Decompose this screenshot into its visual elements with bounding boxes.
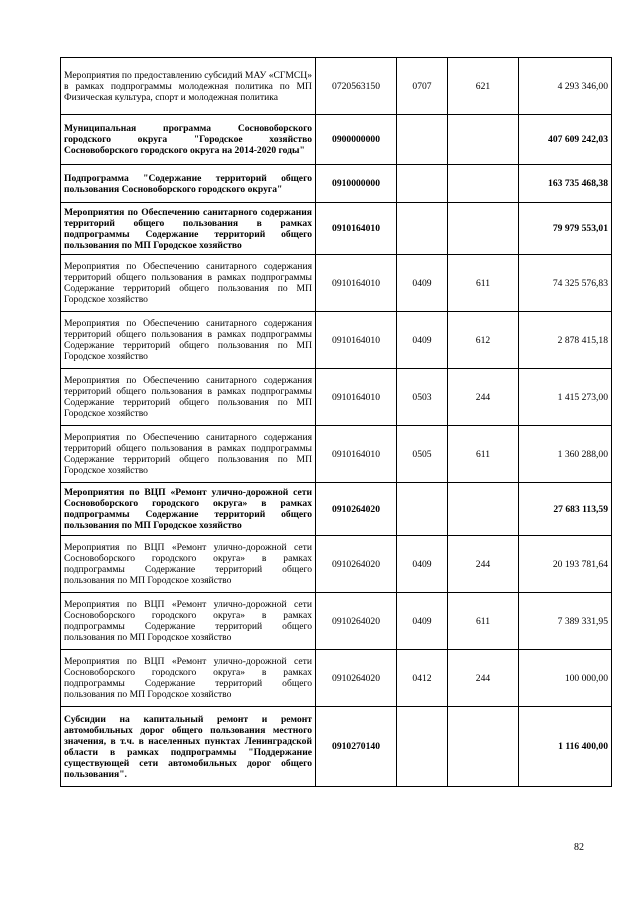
row-expense-type: 244 <box>448 650 519 707</box>
row-name: Подпрограмма "Содержание территорий общего пользования Сосновоборского городского округа" <box>61 165 316 203</box>
row-name: Субсидии на капитальный ремонт и ремонт автомобильных дорог общего пользования местного значения, в т.ч. в населенных пунктах Ленинградской области в рамках подпрограммы "Поддержание существующей сети автомобильных дорог общего пользования". <box>61 707 316 787</box>
row-amount: 1 360 288,00 <box>519 426 612 483</box>
row-expense-type <box>448 115 519 165</box>
row-target-code: 0720563150 <box>316 58 397 115</box>
row-name: Мероприятия по Обеспечению санитарного содержания территорий общего пользования в рамках подпрограммы Содержание территорий общего пользования по МП Городское хозяйство <box>61 203 316 255</box>
table-row <box>61 203 612 255</box>
row-target-code: 0910264020 <box>316 593 397 650</box>
budget-table-body <box>61 58 612 787</box>
row-section-code: 0505 <box>397 426 448 483</box>
table-row <box>61 536 612 593</box>
row-name: Мероприятия по предоставлению субсидий МАУ «СГМСЦ» в рамках подпрограммы молодежная политика по МП Физическая культура, спорт и молодежная политика <box>61 58 316 115</box>
row-target-code: 0910000000 <box>316 165 397 203</box>
row-amount: 7 389 331,95 <box>519 593 612 650</box>
table-row <box>61 255 612 312</box>
table-row <box>61 369 612 426</box>
row-expense-type: 611 <box>448 255 519 312</box>
row-amount: 407 609 242,03 <box>519 115 612 165</box>
row-name: Мероприятия по Обеспечению санитарного содержания территорий общего пользования в рамках подпрограммы Содержание территорий общего пользования по МП Городское хозяйство <box>61 426 316 483</box>
row-amount: 27 683 113,59 <box>519 483 612 536</box>
row-expense-type <box>448 483 519 536</box>
row-target-code: 0910264020 <box>316 650 397 707</box>
row-name: Мероприятия по ВЦП «Ремонт улично-дорожной сети Сосновоборского городского округа» в рамках подпрограммы Содержание территорий общего пользования по МП Городское хозяйство <box>61 593 316 650</box>
table-row <box>61 707 612 787</box>
row-expense-type <box>448 707 519 787</box>
row-section-code: 0707 <box>397 58 448 115</box>
table-row <box>61 115 612 165</box>
row-amount: 74 325 576,83 <box>519 255 612 312</box>
row-amount: 1 116 400,00 <box>519 707 612 787</box>
row-expense-type: 621 <box>448 58 519 115</box>
row-expense-type <box>448 165 519 203</box>
row-amount: 79 979 553,01 <box>519 203 612 255</box>
row-section-code <box>397 483 448 536</box>
row-expense-type: 244 <box>448 536 519 593</box>
row-section-code: 0409 <box>397 593 448 650</box>
table-row <box>61 165 612 203</box>
row-section-code: 0503 <box>397 369 448 426</box>
table-row <box>61 483 612 536</box>
row-target-code: 0910164010 <box>316 369 397 426</box>
row-name: Мероприятия по Обеспечению санитарного содержания территорий общего пользования в рамках подпрограммы Содержание территорий общего пользования по МП Городское хозяйство <box>61 312 316 369</box>
table-row <box>61 650 612 707</box>
row-name: Мероприятия по ВЦП «Ремонт улично-дорожной сети Сосновоборского городского округа» в рамках подпрограммы Содержание территорий общего пользования по МП Городское хозяйство <box>61 483 316 536</box>
row-amount: 100 000,00 <box>519 650 612 707</box>
row-target-code: 0910264020 <box>316 536 397 593</box>
row-target-code: 0910164010 <box>316 255 397 312</box>
row-target-code: 0900000000 <box>316 115 397 165</box>
table-row <box>61 58 612 115</box>
row-expense-type: 611 <box>448 426 519 483</box>
row-name: Муниципальная программа Сосновоборского городского округа "Городское хозяйство Сосновоборского городского округа на 2014-2020 годы" <box>61 115 316 165</box>
row-section-code: 0412 <box>397 650 448 707</box>
row-section-code <box>397 165 448 203</box>
row-expense-type: 611 <box>448 593 519 650</box>
row-section-code <box>397 707 448 787</box>
row-amount: 1 415 273,00 <box>519 369 612 426</box>
row-amount: 4 293 346,00 <box>519 58 612 115</box>
row-name: Мероприятия по ВЦП «Ремонт улично-дорожной сети Сосновоборского городского округа» в рамках подпрограммы Содержание территорий общего пользования по МП Городское хозяйство <box>61 536 316 593</box>
row-target-code: 0910164010 <box>316 203 397 255</box>
row-name: Мероприятия по ВЦП «Ремонт улично-дорожной сети Сосновоборского городского округа» в рамках подпрограммы Содержание территорий общего пользования по МП Городское хозяйство <box>61 650 316 707</box>
row-name: Мероприятия по Обеспечению санитарного содержания территорий общего пользования в рамках подпрограммы Содержание территорий общего пользования по МП Городское хозяйство <box>61 369 316 426</box>
row-expense-type <box>448 203 519 255</box>
row-section-code: 0409 <box>397 536 448 593</box>
row-target-code: 0910164010 <box>316 312 397 369</box>
row-section-code: 0409 <box>397 255 448 312</box>
row-section-code: 0409 <box>397 312 448 369</box>
row-expense-type: 244 <box>448 369 519 426</box>
row-section-code <box>397 203 448 255</box>
row-target-code: 0910164010 <box>316 426 397 483</box>
row-amount: 163 735 468,38 <box>519 165 612 203</box>
page-number: 82 <box>574 842 584 853</box>
row-section-code <box>397 115 448 165</box>
row-expense-type: 612 <box>448 312 519 369</box>
row-amount: 2 878 415,18 <box>519 312 612 369</box>
table-row <box>61 593 612 650</box>
table-row <box>61 426 612 483</box>
row-target-code: 0910270140 <box>316 707 397 787</box>
budget-table <box>60 57 612 787</box>
row-amount: 20 193 781,64 <box>519 536 612 593</box>
row-name: Мероприятия по Обеспечению санитарного содержания территорий общего пользования в рамках подпрограммы Содержание территорий общего пользования по МП Городское хозяйство <box>61 255 316 312</box>
table-row <box>61 312 612 369</box>
row-target-code: 0910264020 <box>316 483 397 536</box>
